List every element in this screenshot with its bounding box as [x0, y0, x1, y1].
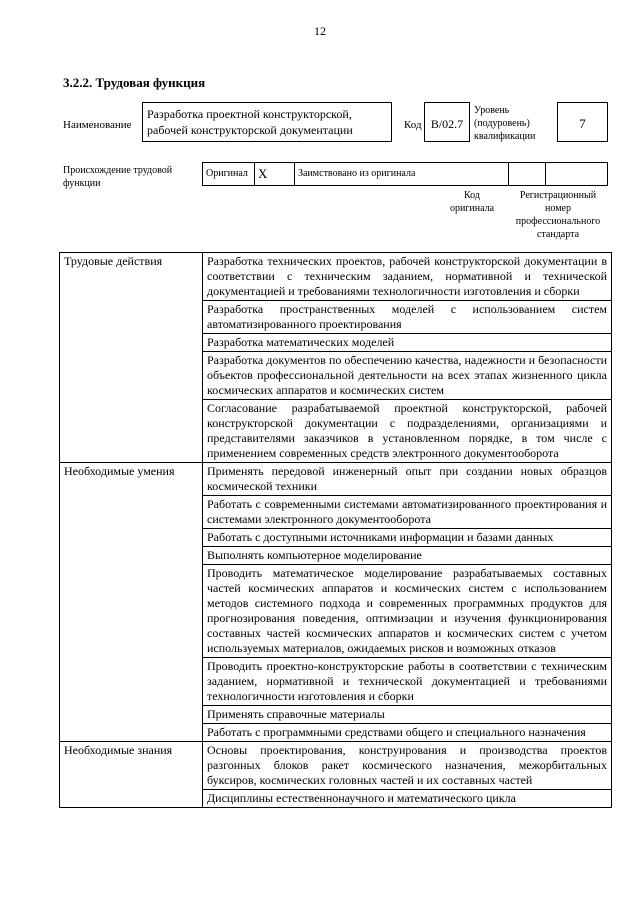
table-cell: Работать с программными средствами общего и специального назначения	[203, 724, 612, 742]
table-cell: Выполнять компьютерное моделирование	[203, 547, 612, 565]
name-label: Наименование	[63, 119, 132, 131]
table-cell: Разработка документов по обеспечению качества, надежности и безопасности объектов профессиональной деятельности на всех этапах жизненного цикла космических аппаратов и космических систем	[203, 352, 612, 400]
table-cell: Основы проектирования, конструирования и производства проектов разгонных блоков ракет космического назначения, межорбитальных буксиров, космических головных частей и их составных частей	[203, 742, 612, 790]
section-title: 3.2.2. Трудовая функция	[63, 75, 206, 90]
function-table	[59, 252, 612, 808]
function-code: В/02.7	[424, 102, 470, 142]
code-original-label: Код оригинала	[449, 190, 495, 214]
table-cell: Применять передовой инженерный опыт при создании новых образцов космической техники	[203, 463, 612, 496]
origin-label: Происхождение трудовой функции	[63, 165, 173, 189]
section-label: Трудовые действия	[60, 253, 203, 463]
table-row	[60, 742, 612, 790]
table-cell: Работать с доступными источниками информации и базами данных	[203, 529, 612, 547]
origin-code-cell	[509, 163, 546, 185]
qualification-level: 7	[557, 102, 608, 142]
qualification-level-label-text: Уровень (подуровень) квалификации	[474, 105, 536, 142]
table-cell: Согласование разрабатываемой проектной конструкторской, рабочей конструкторской документации с подразделениями, организациями и представителями заказчиков в установленном порядке, в том числе с применением современных средств электронного документооборота	[203, 400, 612, 463]
table-row	[60, 253, 612, 301]
origin-original: Оригинал	[203, 163, 255, 185]
table-cell: Разработка математических моделей	[203, 334, 612, 352]
table-row	[60, 463, 612, 496]
function-name: Разработка проектной конструкторской, рабочей конструкторской документации	[142, 102, 392, 142]
origin-row	[202, 162, 608, 186]
origin-mark: X	[255, 163, 295, 185]
table-cell: Дисциплины естественнонаучного и математического цикла	[203, 790, 612, 808]
table-cell: Проводить проектно-конструкторские работы в соответствии с техническим заданием, нормативной и технической документацией и требованиями технологичности изготовления и сборки	[203, 658, 612, 706]
qualification-level-label	[474, 104, 554, 143]
section-label: Необходимые умения	[60, 463, 203, 742]
table-cell: Проводить математическое моделирование разрабатываемых составных частей космических аппаратов и космических систем с использованием методов системного подхода и современных программных продуктов для прогнозирования поведения, оптимизации и изучения функционирования составных частей космических аппаратов и космических систем с учетом используемых материалов, ожидаемых рисков и возможных отказов	[203, 565, 612, 658]
origin-borrowed: Заимствовано из оригинала	[295, 163, 509, 185]
table-cell: Работать с современными системами автоматизированного проектирования и системами электронного документооборота	[203, 496, 612, 529]
table-cell: Применять справочные материалы	[203, 706, 612, 724]
section-label: Необходимые знания	[60, 742, 203, 808]
code-label: Код	[404, 119, 422, 131]
origin-reg-cell	[546, 163, 607, 185]
reg-number-label: Регистрационный номер профессионального стандарта	[515, 190, 601, 240]
table-cell: Разработка технических проектов, рабочей конструкторской документации в соответствии с техническим заданием, нормативной и технической документацией и требованиями технологичности изготовления и сборки	[203, 253, 612, 301]
table-cell: Разработка пространственных моделей с использованием систем автоматизированного проектирования	[203, 301, 612, 334]
page-number: 12	[314, 24, 326, 38]
